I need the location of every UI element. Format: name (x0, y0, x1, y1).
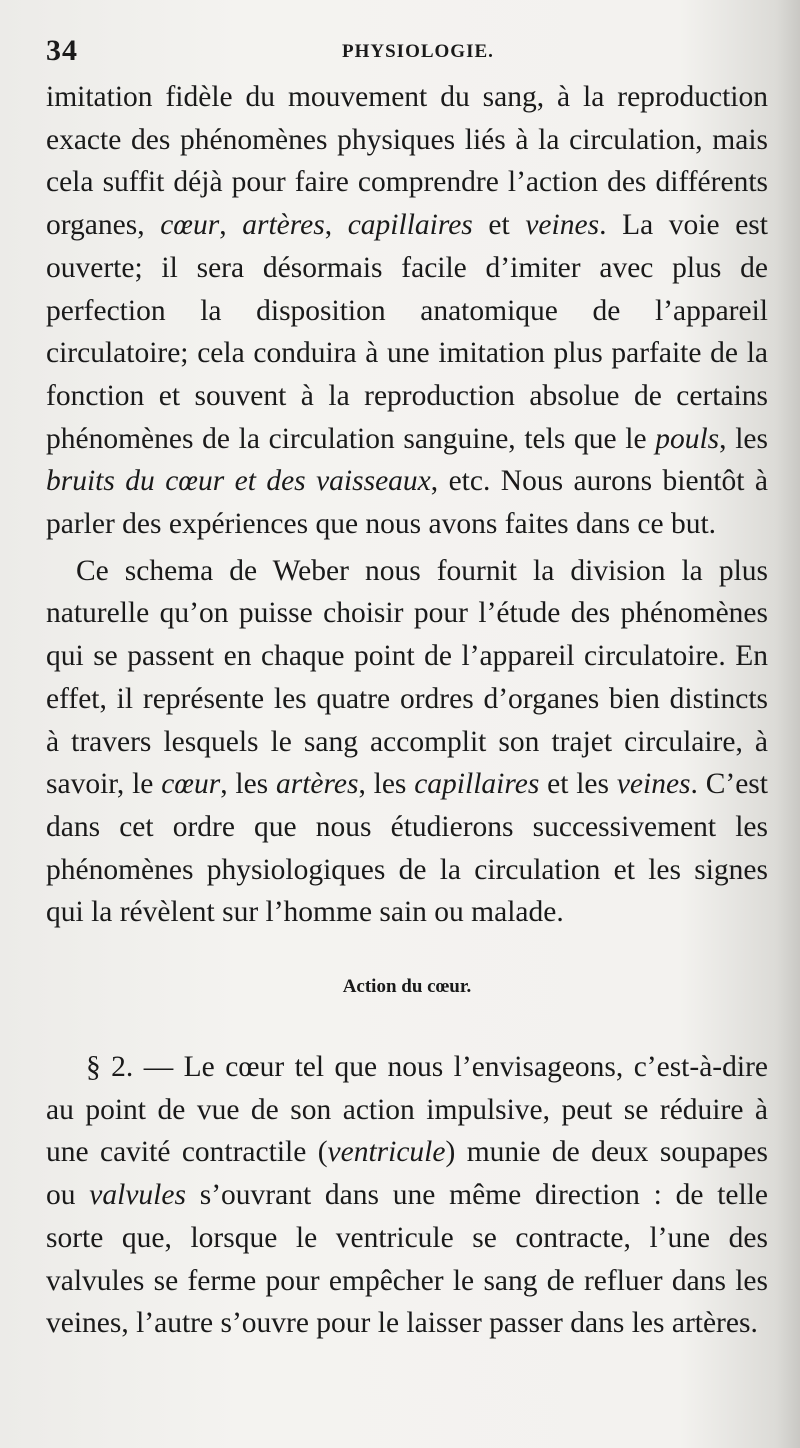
paragraph-2: Ce schema de Weber nous fournit la division la plus naturelle qu’on puisse choisir pour l’étude des phénomènes qui se passent en chaque point de l’appareil circulatoire. En effet, il représente les quatre ordres d’organes bien distincts à travers lesquels le sang accomplit son trajet circulaire, à savoir, le cœur, les artères, les capillaires et les veines. C’est dans cet ordre que nous étudierons successivement les phénomènes physiologiques de la circulation et les signes qui la révèlent sur l’homme sain ou malade. (46, 554, 768, 929)
body-text (46, 76, 768, 1345)
paragraph-1: imitation fidèle du mouvement du sang, à la reproduction exacte des phénomènes physiques liés à la circulation, mais cela suffit déjà pour faire comprendre l’action des différents organes, cœur, artères, capillaires et veines. La voie est ouverte; il sera désormais facile d’imiter avec plus de perfection la disposition anatomique de l’appareil circulatoire; cela conduira à une imitation plus parfaite de la fonction et souvent à la reproduction absolue de certains phénomènes de la circulation sanguine, tels que le pouls, les bruits du cœur et des vaisseaux, etc. Nous aurons bientôt à parler des expériences que nous avons faites dans ce but. (46, 81, 768, 541)
paragraph-3: § 2. — Le cœur tel que nous l’envisageons, c’est-à-dire au point de vue de son action impulsive, peut se réduire à une cavité contractile (ventricule) munie de deux soupapes ou valvules s’ouvrant dans une même direction : de telle sorte que, lorsque le ventricule se contracte, l’une des valvules se ferme pour empêcher le sang de refluer dans les veines, l’autre s’ouvre pour le laisser passer dans les artères. (46, 1051, 769, 1340)
running-head (46, 34, 766, 70)
page-number: 34 (46, 34, 78, 67)
running-title: PHYSIOLOGIE. (342, 41, 494, 62)
section-heading: Action du cœur. (342, 976, 472, 998)
